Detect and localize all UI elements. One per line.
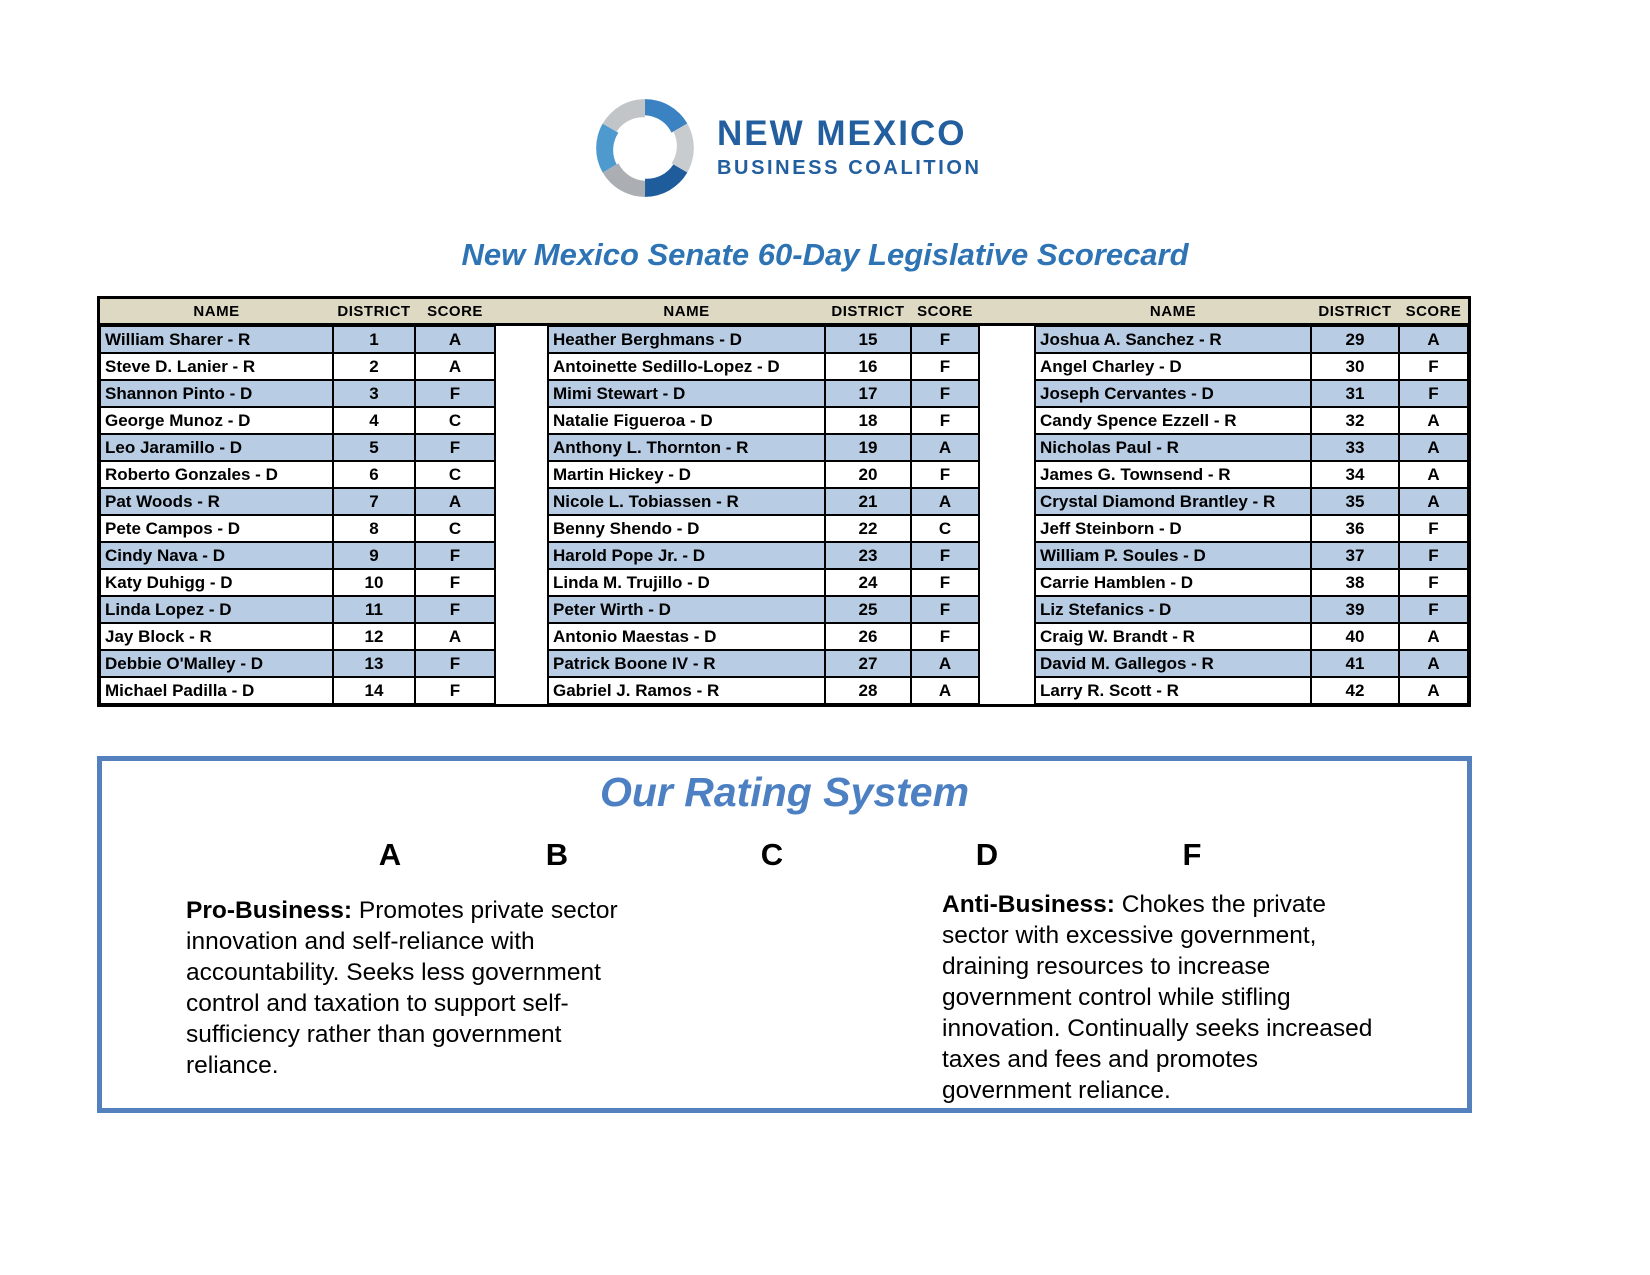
- column-header-district: DISTRICT: [825, 299, 911, 326]
- score-cell: A: [1399, 407, 1468, 434]
- column-header-district: DISTRICT: [333, 299, 415, 326]
- district-cell: 33: [1311, 434, 1399, 461]
- district-cell: 22: [825, 515, 911, 542]
- senator-name-cell: Craig W. Brandt - R: [1035, 623, 1311, 650]
- score-cell: F: [415, 650, 495, 677]
- table-gap: [495, 488, 548, 515]
- district-cell: 19: [825, 434, 911, 461]
- score-cell: A: [1399, 461, 1468, 488]
- score-cell: A: [415, 488, 495, 515]
- score-cell: C: [415, 461, 495, 488]
- table-gap: [495, 542, 548, 569]
- senator-name-cell: Shannon Pinto - D: [100, 380, 333, 407]
- score-cell: F: [911, 353, 979, 380]
- table-gap: [979, 326, 1035, 353]
- senator-name-cell: Gabriel J. Ramos - R: [548, 677, 825, 704]
- senator-name-cell: Martin Hickey - D: [548, 461, 825, 488]
- score-cell: F: [415, 677, 495, 704]
- district-cell: 7: [333, 488, 415, 515]
- district-cell: 6: [333, 461, 415, 488]
- district-cell: 1: [333, 326, 415, 353]
- district-cell: 13: [333, 650, 415, 677]
- score-cell: F: [415, 569, 495, 596]
- table-gap: [979, 434, 1035, 461]
- senator-name-cell: Nicholas Paul - R: [1035, 434, 1311, 461]
- district-cell: 41: [1311, 650, 1399, 677]
- senator-name-cell: Pat Woods - R: [100, 488, 333, 515]
- score-cell: F: [415, 596, 495, 623]
- senator-name-cell: William P. Soules - D: [1035, 542, 1311, 569]
- district-cell: 21: [825, 488, 911, 515]
- score-cell: F: [911, 596, 979, 623]
- column-header-score: SCORE: [415, 299, 495, 326]
- score-cell: A: [415, 326, 495, 353]
- column-header-district: DISTRICT: [1311, 299, 1399, 326]
- rating-box: [97, 756, 1472, 1113]
- anti-business-text: Chokes the private sector with excessive government, draining resources to increase government control while stifling innovation. Continually seeks increased taxes and fees and promotes government reliance.: [942, 891, 1373, 1104]
- column-header-name: NAME: [1035, 299, 1311, 326]
- table-gap: [495, 461, 548, 488]
- district-cell: 12: [333, 623, 415, 650]
- senator-name-cell: Candy Spence Ezzell - R: [1035, 407, 1311, 434]
- grade-letter-d: D: [975, 837, 999, 872]
- senator-name-cell: Steve D. Lanier - R: [100, 353, 333, 380]
- score-cell: F: [911, 542, 979, 569]
- pro-business-description: [186, 895, 634, 1081]
- district-cell: 32: [1311, 407, 1399, 434]
- score-cell: A: [911, 650, 979, 677]
- score-cell: F: [1399, 596, 1468, 623]
- district-cell: 15: [825, 326, 911, 353]
- district-cell: 37: [1311, 542, 1399, 569]
- senator-name-cell: Michael Padilla - D: [100, 677, 333, 704]
- senator-name-cell: Jeff Steinborn - D: [1035, 515, 1311, 542]
- senator-name-cell: David M. Gallegos - R: [1035, 650, 1311, 677]
- score-cell: A: [911, 677, 979, 704]
- score-cell: F: [1399, 569, 1468, 596]
- score-cell: C: [415, 515, 495, 542]
- score-cell: A: [1399, 326, 1468, 353]
- column-header-name: NAME: [548, 299, 825, 326]
- district-cell: 36: [1311, 515, 1399, 542]
- score-cell: F: [911, 380, 979, 407]
- table-gap: [979, 677, 1035, 704]
- senator-name-cell: William Sharer - R: [100, 326, 333, 353]
- district-cell: 2: [333, 353, 415, 380]
- table-gap: [495, 380, 548, 407]
- district-cell: 30: [1311, 353, 1399, 380]
- district-cell: 11: [333, 596, 415, 623]
- table-gap: [495, 353, 548, 380]
- district-cell: 25: [825, 596, 911, 623]
- score-cell: F: [415, 434, 495, 461]
- senator-name-cell: Harold Pope Jr. - D: [548, 542, 825, 569]
- table-gap: [979, 515, 1035, 542]
- district-cell: 27: [825, 650, 911, 677]
- score-cell: A: [1399, 650, 1468, 677]
- district-cell: 29: [1311, 326, 1399, 353]
- senator-name-cell: Carrie Hamblen - D: [1035, 569, 1311, 596]
- senator-name-cell: Liz Stefanics - D: [1035, 596, 1311, 623]
- district-cell: 4: [333, 407, 415, 434]
- senator-name-cell: Leo Jaramillo - D: [100, 434, 333, 461]
- senator-name-cell: Cindy Nava - D: [100, 542, 333, 569]
- table-gap: [979, 569, 1035, 596]
- senator-name-cell: Natalie Figueroa - D: [548, 407, 825, 434]
- score-cell: F: [911, 461, 979, 488]
- district-cell: 31: [1311, 380, 1399, 407]
- logo-swirl-icon: [593, 96, 697, 200]
- district-cell: 9: [333, 542, 415, 569]
- anti-business-label: Anti-Business:: [942, 891, 1115, 918]
- district-cell: 40: [1311, 623, 1399, 650]
- senator-name-cell: Katy Duhigg - D: [100, 569, 333, 596]
- senator-name-cell: Roberto Gonzales - D: [100, 461, 333, 488]
- district-cell: 38: [1311, 569, 1399, 596]
- column-header-name: NAME: [100, 299, 333, 326]
- score-cell: F: [415, 380, 495, 407]
- table-gap: [979, 380, 1035, 407]
- district-cell: 8: [333, 515, 415, 542]
- page-title: New Mexico Senate 60-Day Legislative Scorecard: [461, 237, 1189, 272]
- district-cell: 23: [825, 542, 911, 569]
- table-gap: [979, 488, 1035, 515]
- district-cell: 34: [1311, 461, 1399, 488]
- score-cell: A: [911, 434, 979, 461]
- column-header-score: SCORE: [911, 299, 979, 326]
- header-gap: [979, 299, 1035, 326]
- senator-name-cell: Debbie O'Malley - D: [100, 650, 333, 677]
- district-cell: 18: [825, 407, 911, 434]
- pro-business-text: Promotes private sector innovation and self-reliance with accountability. Seeks less government control and taxation to support self-sufficiency rather than government reliance.: [186, 897, 618, 1079]
- header-gap: [495, 299, 548, 326]
- score-cell: A: [415, 353, 495, 380]
- senator-name-cell: Joseph Cervantes - D: [1035, 380, 1311, 407]
- score-cell: F: [911, 623, 979, 650]
- score-cell: A: [1399, 623, 1468, 650]
- score-cell: F: [1399, 542, 1468, 569]
- anti-business-description: [942, 889, 1394, 1106]
- senator-name-cell: Pete Campos - D: [100, 515, 333, 542]
- grade-letter-f: F: [1182, 837, 1202, 872]
- table-gap: [495, 326, 548, 353]
- score-cell: C: [415, 407, 495, 434]
- rating-title: Our Rating System: [599, 769, 970, 815]
- district-cell: 35: [1311, 488, 1399, 515]
- score-cell: F: [1399, 353, 1468, 380]
- table-gap: [979, 596, 1035, 623]
- score-cell: F: [911, 326, 979, 353]
- table-gap: [495, 434, 548, 461]
- table-gap: [495, 677, 548, 704]
- table-gap: [495, 407, 548, 434]
- grade-letter-b: B: [545, 837, 569, 872]
- table-gap: [979, 542, 1035, 569]
- district-cell: 14: [333, 677, 415, 704]
- senator-name-cell: Patrick Boone IV - R: [548, 650, 825, 677]
- logo-wordmark-line2: BUSINESS COALITION: [717, 156, 982, 179]
- table-gap: [979, 650, 1035, 677]
- senator-name-cell: Peter Wirth - D: [548, 596, 825, 623]
- district-cell: 42: [1311, 677, 1399, 704]
- table-gap: [495, 569, 548, 596]
- senator-name-cell: Anthony L. Thornton - R: [548, 434, 825, 461]
- table-gap: [979, 461, 1035, 488]
- senator-name-cell: Benny Shendo - D: [548, 515, 825, 542]
- grade-letter-a: A: [378, 837, 402, 872]
- district-cell: 20: [825, 461, 911, 488]
- senator-name-cell: Nicole L. Tobiassen - R: [548, 488, 825, 515]
- senator-name-cell: Larry R. Scott - R: [1035, 677, 1311, 704]
- district-cell: 3: [333, 380, 415, 407]
- district-cell: 28: [825, 677, 911, 704]
- senator-name-cell: James G. Townsend - R: [1035, 461, 1311, 488]
- senator-name-cell: George Munoz - D: [100, 407, 333, 434]
- nmbc-logo: [593, 96, 982, 200]
- senator-name-cell: Linda Lopez - D: [100, 596, 333, 623]
- district-cell: 39: [1311, 596, 1399, 623]
- senator-name-cell: Crystal Diamond Brantley - R: [1035, 488, 1311, 515]
- senator-name-cell: Joshua A. Sanchez - R: [1035, 326, 1311, 353]
- score-cell: F: [1399, 515, 1468, 542]
- district-cell: 5: [333, 434, 415, 461]
- table-gap: [495, 650, 548, 677]
- district-cell: 26: [825, 623, 911, 650]
- score-cell: F: [911, 407, 979, 434]
- scorecard-table: [97, 296, 1471, 707]
- district-cell: 17: [825, 380, 911, 407]
- table-gap: [979, 623, 1035, 650]
- senator-name-cell: Antonio Maestas - D: [548, 623, 825, 650]
- score-cell: F: [1399, 380, 1468, 407]
- score-cell: A: [415, 623, 495, 650]
- district-cell: 16: [825, 353, 911, 380]
- senator-name-cell: Mimi Stewart - D: [548, 380, 825, 407]
- score-cell: A: [911, 488, 979, 515]
- senator-name-cell: Jay Block - R: [100, 623, 333, 650]
- senator-name-cell: Heather Berghmans - D: [548, 326, 825, 353]
- table-gap: [979, 407, 1035, 434]
- grade-letter-c: C: [760, 837, 784, 872]
- pro-business-label: Pro-Business:: [186, 897, 353, 924]
- score-cell: F: [911, 569, 979, 596]
- score-cell: F: [415, 542, 495, 569]
- table-gap: [979, 353, 1035, 380]
- table-gap: [495, 515, 548, 542]
- logo-wordmark: [717, 116, 982, 180]
- logo-wordmark-line1: NEW MEXICO: [717, 114, 967, 154]
- district-cell: 10: [333, 569, 415, 596]
- senator-name-cell: Angel Charley - D: [1035, 353, 1311, 380]
- score-cell: A: [1399, 488, 1468, 515]
- score-cell: C: [911, 515, 979, 542]
- column-header-score: SCORE: [1399, 299, 1468, 326]
- district-cell: 24: [825, 569, 911, 596]
- senator-name-cell: Antoinette Sedillo-Lopez - D: [548, 353, 825, 380]
- score-cell: A: [1399, 434, 1468, 461]
- senator-name-cell: Linda M. Trujillo - D: [548, 569, 825, 596]
- table-gap: [495, 596, 548, 623]
- table-gap: [495, 623, 548, 650]
- score-cell: A: [1399, 677, 1468, 704]
